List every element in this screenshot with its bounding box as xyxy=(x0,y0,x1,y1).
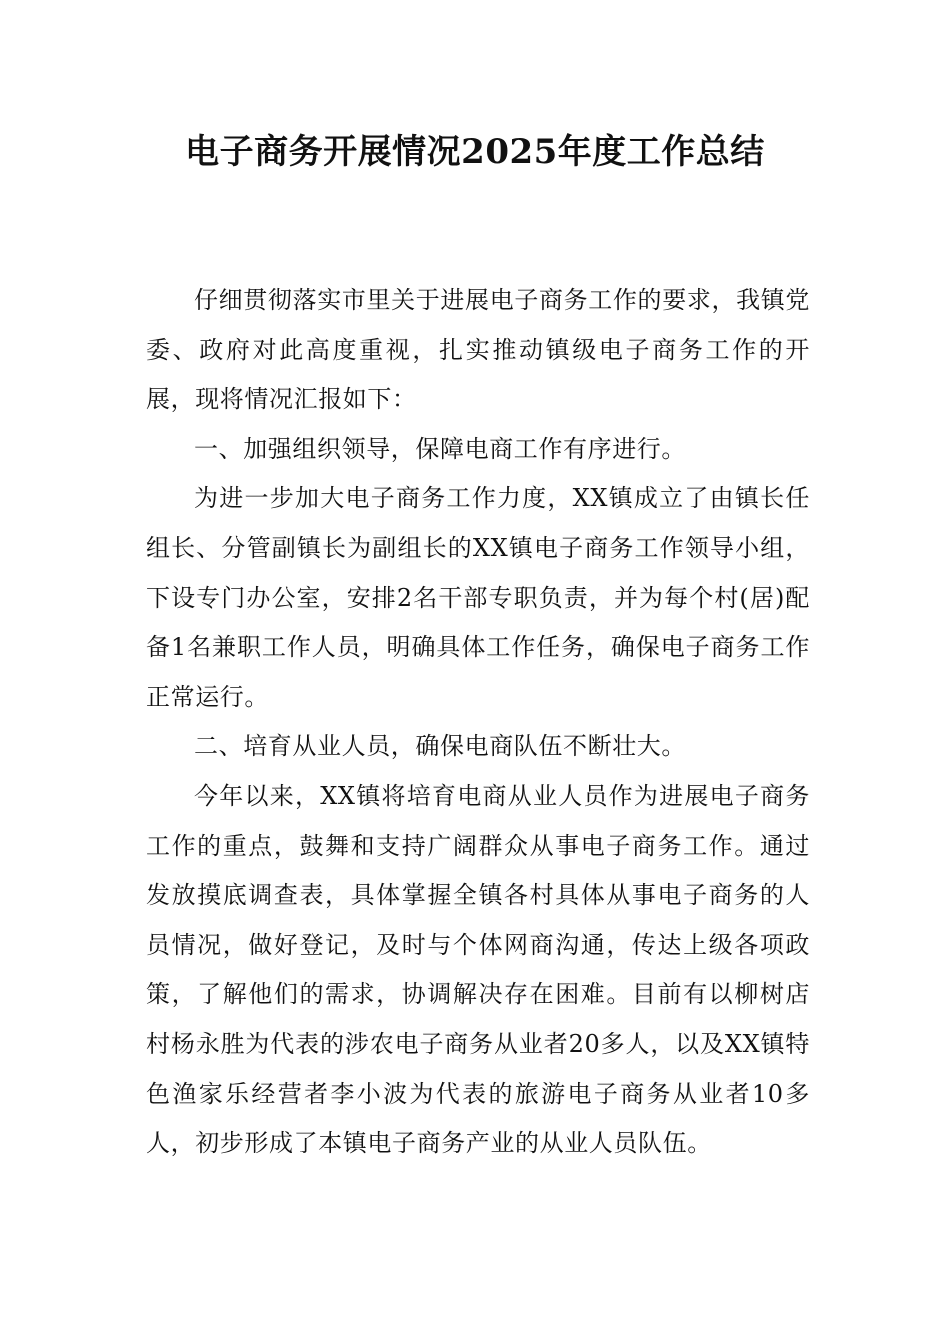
section-heading-2: 二、培育从业人员，确保电商队伍不断壮大。 xyxy=(194,732,686,761)
section-2-paragraph: 今年以来，XX镇将培育电商从业人员作为进展电子商务工作的重点，鼓舞和支持广阔群众从事电子商务工作。通过发放摸底调查表，具体掌握全镇各村具体从事电子商务的人员情况，做好登记，及时与个体网商沟通，传达上级各项政策，了解他们的需求，协调解决存在困难。目前有以柳树店村杨永胜为代表的涉农电子商务从业者20多人，以及XX镇特色渔家乐经营者李小波为代表的旅游电子商务从业者10多人，初步形成了本镇电子商务产业的从业人员队伍。 xyxy=(146,781,810,1158)
section-1-paragraph: 为进一步加大电子商务工作力度，XX镇成立了由镇长任组长、分管副镇长为副组长的XX镇电子商务工作领导小组，下设专门办公室，安排2名干部专职负责，并为每个村(居)配备1名兼职工作人员，明确具体工作任务，确保电子商务工作正常运行。 xyxy=(146,484,810,711)
intro-paragraph: 仔细贯彻落实市里关于进展电子商务工作的要求，我镇党委、政府对此高度重视，扎实推动镇级电子商务工作的开展，现将情况汇报如下： xyxy=(146,286,810,414)
document-body xyxy=(146,276,810,1169)
section-heading-1: 一、加强组织领导，保障电商工作有序进行。 xyxy=(194,434,686,463)
document-title: 电子商务开展情况2025年度工作总结 xyxy=(185,132,765,172)
